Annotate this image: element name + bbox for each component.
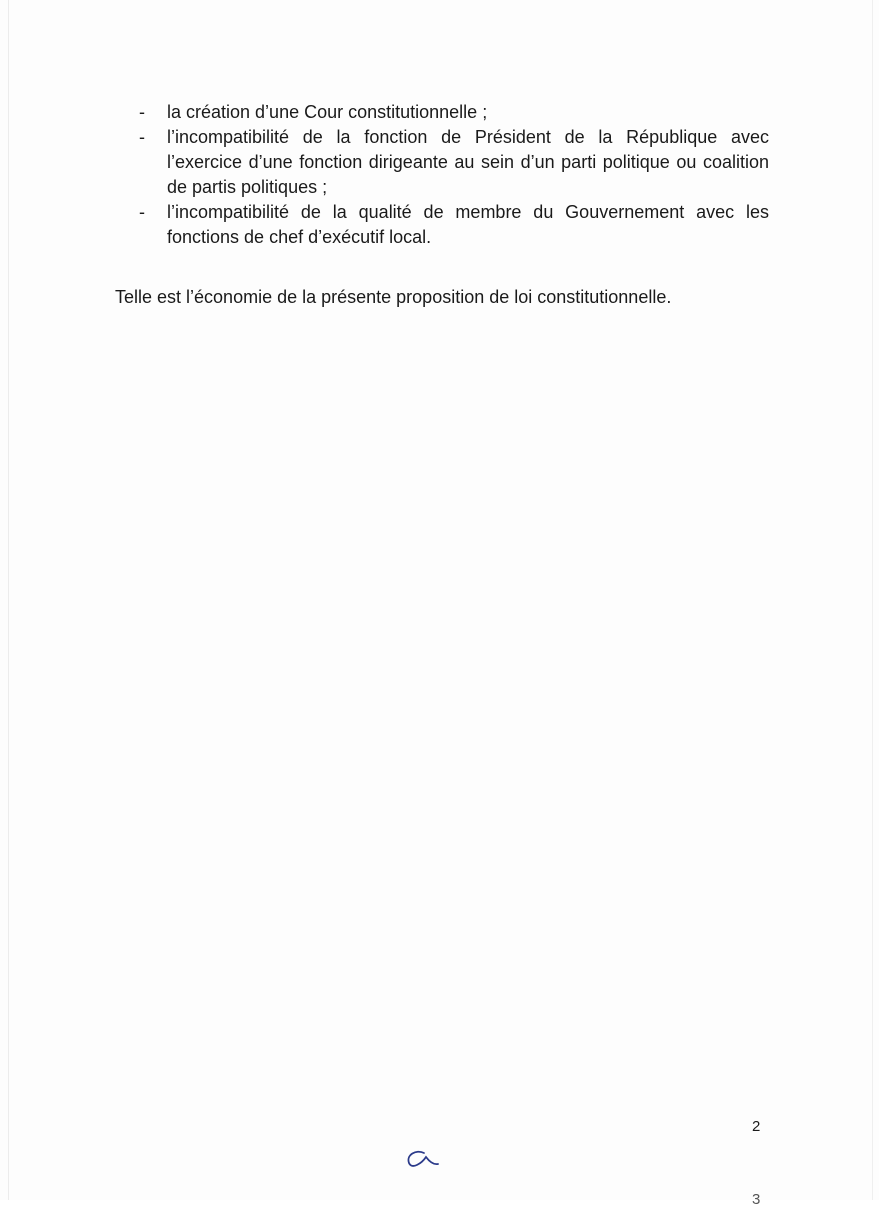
bullet-text: l’incompatibilité de la fonction de Président de la République avec l’exercice d’une fonction dirigeante au sein d’un parti politique ou coalition de partis politiques ; (167, 127, 769, 197)
bullet-dash: - (139, 102, 145, 122)
bullet-text: la création d’une Cour constitutionnelle ; (167, 102, 488, 122)
bullet-dash: - (139, 202, 145, 222)
bullet-dash: - (139, 127, 145, 147)
bullet-list (139, 100, 769, 250)
bullet-item (139, 200, 769, 250)
scan-edge-left (8, 0, 9, 1200)
next-page-number-cut: 3 (752, 1191, 761, 1208)
bullet-item (139, 125, 769, 200)
bullet-item (139, 100, 769, 125)
bullet-text: l’incompatibilité de la qualité de membre du Gouvernement avec les fonctions de chef d’exécutif local. (167, 202, 769, 247)
page-number: 2 (752, 1118, 761, 1135)
scan-edge-right (872, 0, 873, 1200)
closing-paragraph: Telle est l’économie de la présente proposition de loi constitutionnelle. (115, 287, 672, 307)
handwritten-initials-icon (402, 1143, 442, 1173)
